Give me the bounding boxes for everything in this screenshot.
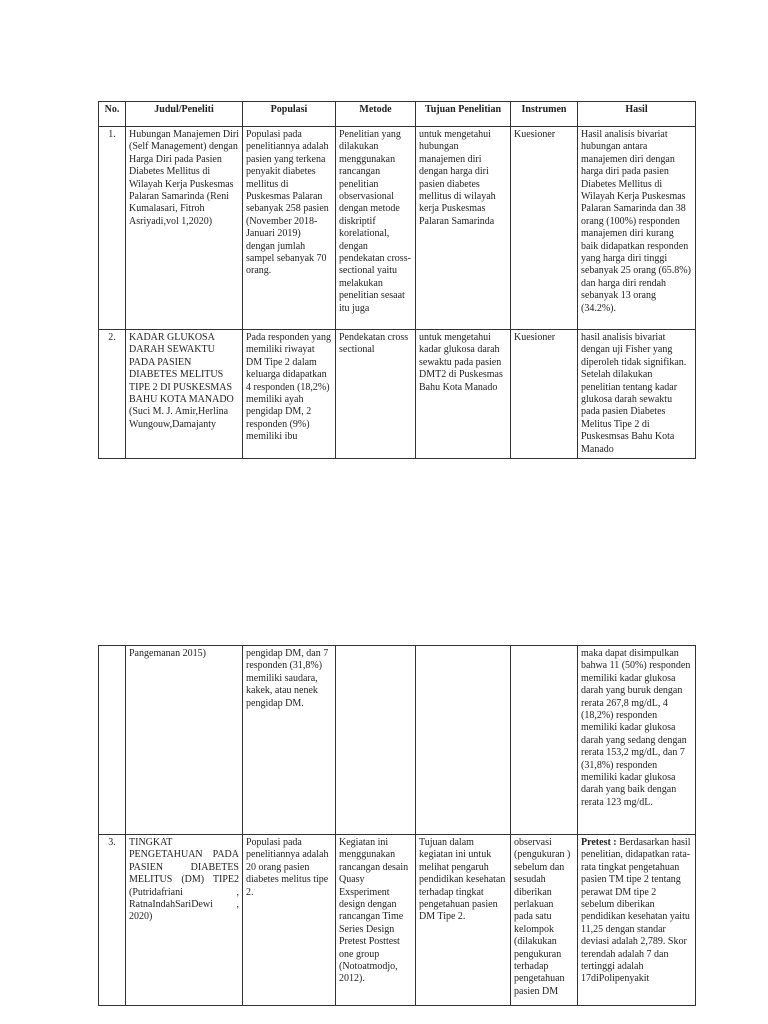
pretest-label: Pretest : <box>581 837 617 848</box>
row-hasil <box>578 835 696 1006</box>
row-hasil: maka dapat disimpulkan bahwa 11 (50%) responden memiliki kadar glukosa darah yang buruk dengan rerata 267,8 mg/dL, 4 (18,2%) responden memiliki kadar glukosa darah yang sedang dengan rerata 153,2 mg/dL, dan 7 (31,8%) responden memiliki kadar glukosa darah yang baik dengan rerata 123 mg/dL. <box>578 646 696 835</box>
row-tujuan: untuk mengetahui hubungan manajemen diri dengan harga diri pasien diabetes mellitus di wilayah kerja Puskesmas Palaran Samarinda <box>416 127 511 330</box>
row-populasi: Pada responden yang memiliki riwayat DM Tipe 2 dalam keluarga didapatkan 4 responden (18,2%) memiliki ayah pengidap DM, 2 responden (9%) memiliki ibu <box>243 330 336 459</box>
row-populasi: pengidap DM, dan 7 responden (31,8%) memiliki saudara, kakek, atau nenek pengidap DM. <box>243 646 336 835</box>
row-hasil-text: Berdasarkan hasil penelitian, didapatkan rata-rata tingkat pengetahuan pasien TM tipe 2 tentang perawat DM tipe 2 sebelum diberikan pendidikan kesehatan yaitu 11,25 dengan standar deviasi adalah 2,789. Skor terendah adalah 7 dan tertinggi adalah 17diPolipenyakit <box>581 837 691 985</box>
row-judul: Hubungan Manajemen Diri (Self Management) dengan Harga Diri pada Pasien Diabetes Mellitus di Wilayah Kerja Puskesmas Palaran Samarinda (Reni Kumalasari, Fitroh Asriyadi,vol 1,2020) <box>126 127 243 330</box>
row-instrumen <box>511 646 578 835</box>
row-no: 2. <box>99 330 126 459</box>
row-populasi: Populasi pada penelitiannya adalah 20 orang pasien diabetes melitus tipe 2. <box>243 835 336 1006</box>
row-tujuan <box>416 646 511 835</box>
row-instrumen: Kuesioner <box>511 330 578 459</box>
header-judul: Judul/Peneliti <box>126 102 243 127</box>
header-no: No. <box>99 102 126 127</box>
row-judul: KADAR GLUKOSA DARAH SEWAKTU PADA PASIEN DIABETES MELITUS TIPE 2 DI PUSKESMAS BAHU KOTA MANADO (Suci M. J. Amir,Herlina Wungouw,Damajanty <box>126 330 243 459</box>
header-tujuan: Tujuan Penelitian <box>416 102 511 127</box>
header-populasi: Populasi <box>243 102 336 127</box>
literature-table-page-1 <box>98 101 696 459</box>
header-instrumen: Instrumen <box>511 102 578 127</box>
row-no <box>99 646 126 835</box>
row-judul: Pangemanan 2015) <box>126 646 243 835</box>
row-tujuan: untuk mengetahui kadar glukosa darah sewaktu pada pasien DMT2 di Puskesmas Bahu Kota Manado <box>416 330 511 459</box>
row-hasil: Hasil analisis bivariat hubungan antara manajemen diri dengan harga diri pada pasien Diabetes Mellitus di Wilayah Kerja Puskesmas Palaran Samarinda dan 38 orang (100%) responden manajemen diri kurang baik didapatkan responden yang harga diri tinggi sebanyak 25 orang (65.8%) dan harga diri rendah sebanyak 13 orang (34.2%). <box>578 127 696 330</box>
table-row <box>99 330 696 459</box>
row-judul: TINGKAT PENGETAHUAN PADA PASIEN DIABETES MELITUS (DM) TIPE2 (Putridafriani , RatnaIndahSariDewi , 2020) <box>126 835 243 1006</box>
row-metode: Kegiatan ini menggunakan rancangan desain Quasy Exsperiment design dengan rancangan Time Series Design Pretest Posttest one group (Notoatmodjo, 2012). <box>336 835 416 1006</box>
header-metode: Metode <box>336 102 416 127</box>
header-hasil: Hasil <box>578 102 696 127</box>
row-metode <box>336 646 416 835</box>
table-header-row <box>99 102 696 127</box>
row-tujuan: Tujuan dalam kegiatan ini untuk melihat pengaruh pendidikan kesehatan terhadap tingkat pengetahuan pasien DM Tipe 2. <box>416 835 511 1006</box>
row-instrumen: observasi (pengukuran ) sebelum dan sesudah diberikan perlakuan pada satu kelompok (dilakukan pengukuran terhadap pengetahuan pasien DM <box>511 835 578 1006</box>
table-row <box>99 127 696 330</box>
row-metode: Penelitian yang dilakukan menggunakan rancangan penelitian observasional dengan metode diskriptif korelational, dengan pendekatan cross-sectional yaitu melakukan penelitian sesaat itu juga <box>336 127 416 330</box>
row-instrumen: Kuesioner <box>511 127 578 330</box>
row-metode: Pendekatan cross sectional <box>336 330 416 459</box>
table-row <box>99 646 696 835</box>
row-no: 1. <box>99 127 126 330</box>
table-row <box>99 835 696 1006</box>
row-populasi: Populasi pada penelitiannya adalah pasien yang terkena penyakit diabetes mellitus di Puskesmas Palaran sebanyak 258 pasien (November 2018-Januari 2019) dengan jumlah sampel sebanyak 70 orang. <box>243 127 336 330</box>
row-hasil: hasil analisis bivariat dengan uji Fisher yang diperoleh tidak signifikan. Setelah dilakukan penelitian tentang kadar glukosa darah sewaktu pada pasien Diabetes Melitus Tipe 2 di Puskesmsas Bahu Kota Manado <box>578 330 696 459</box>
literature-table-page-2 <box>98 645 696 1006</box>
row-no: 3. <box>99 835 126 1006</box>
